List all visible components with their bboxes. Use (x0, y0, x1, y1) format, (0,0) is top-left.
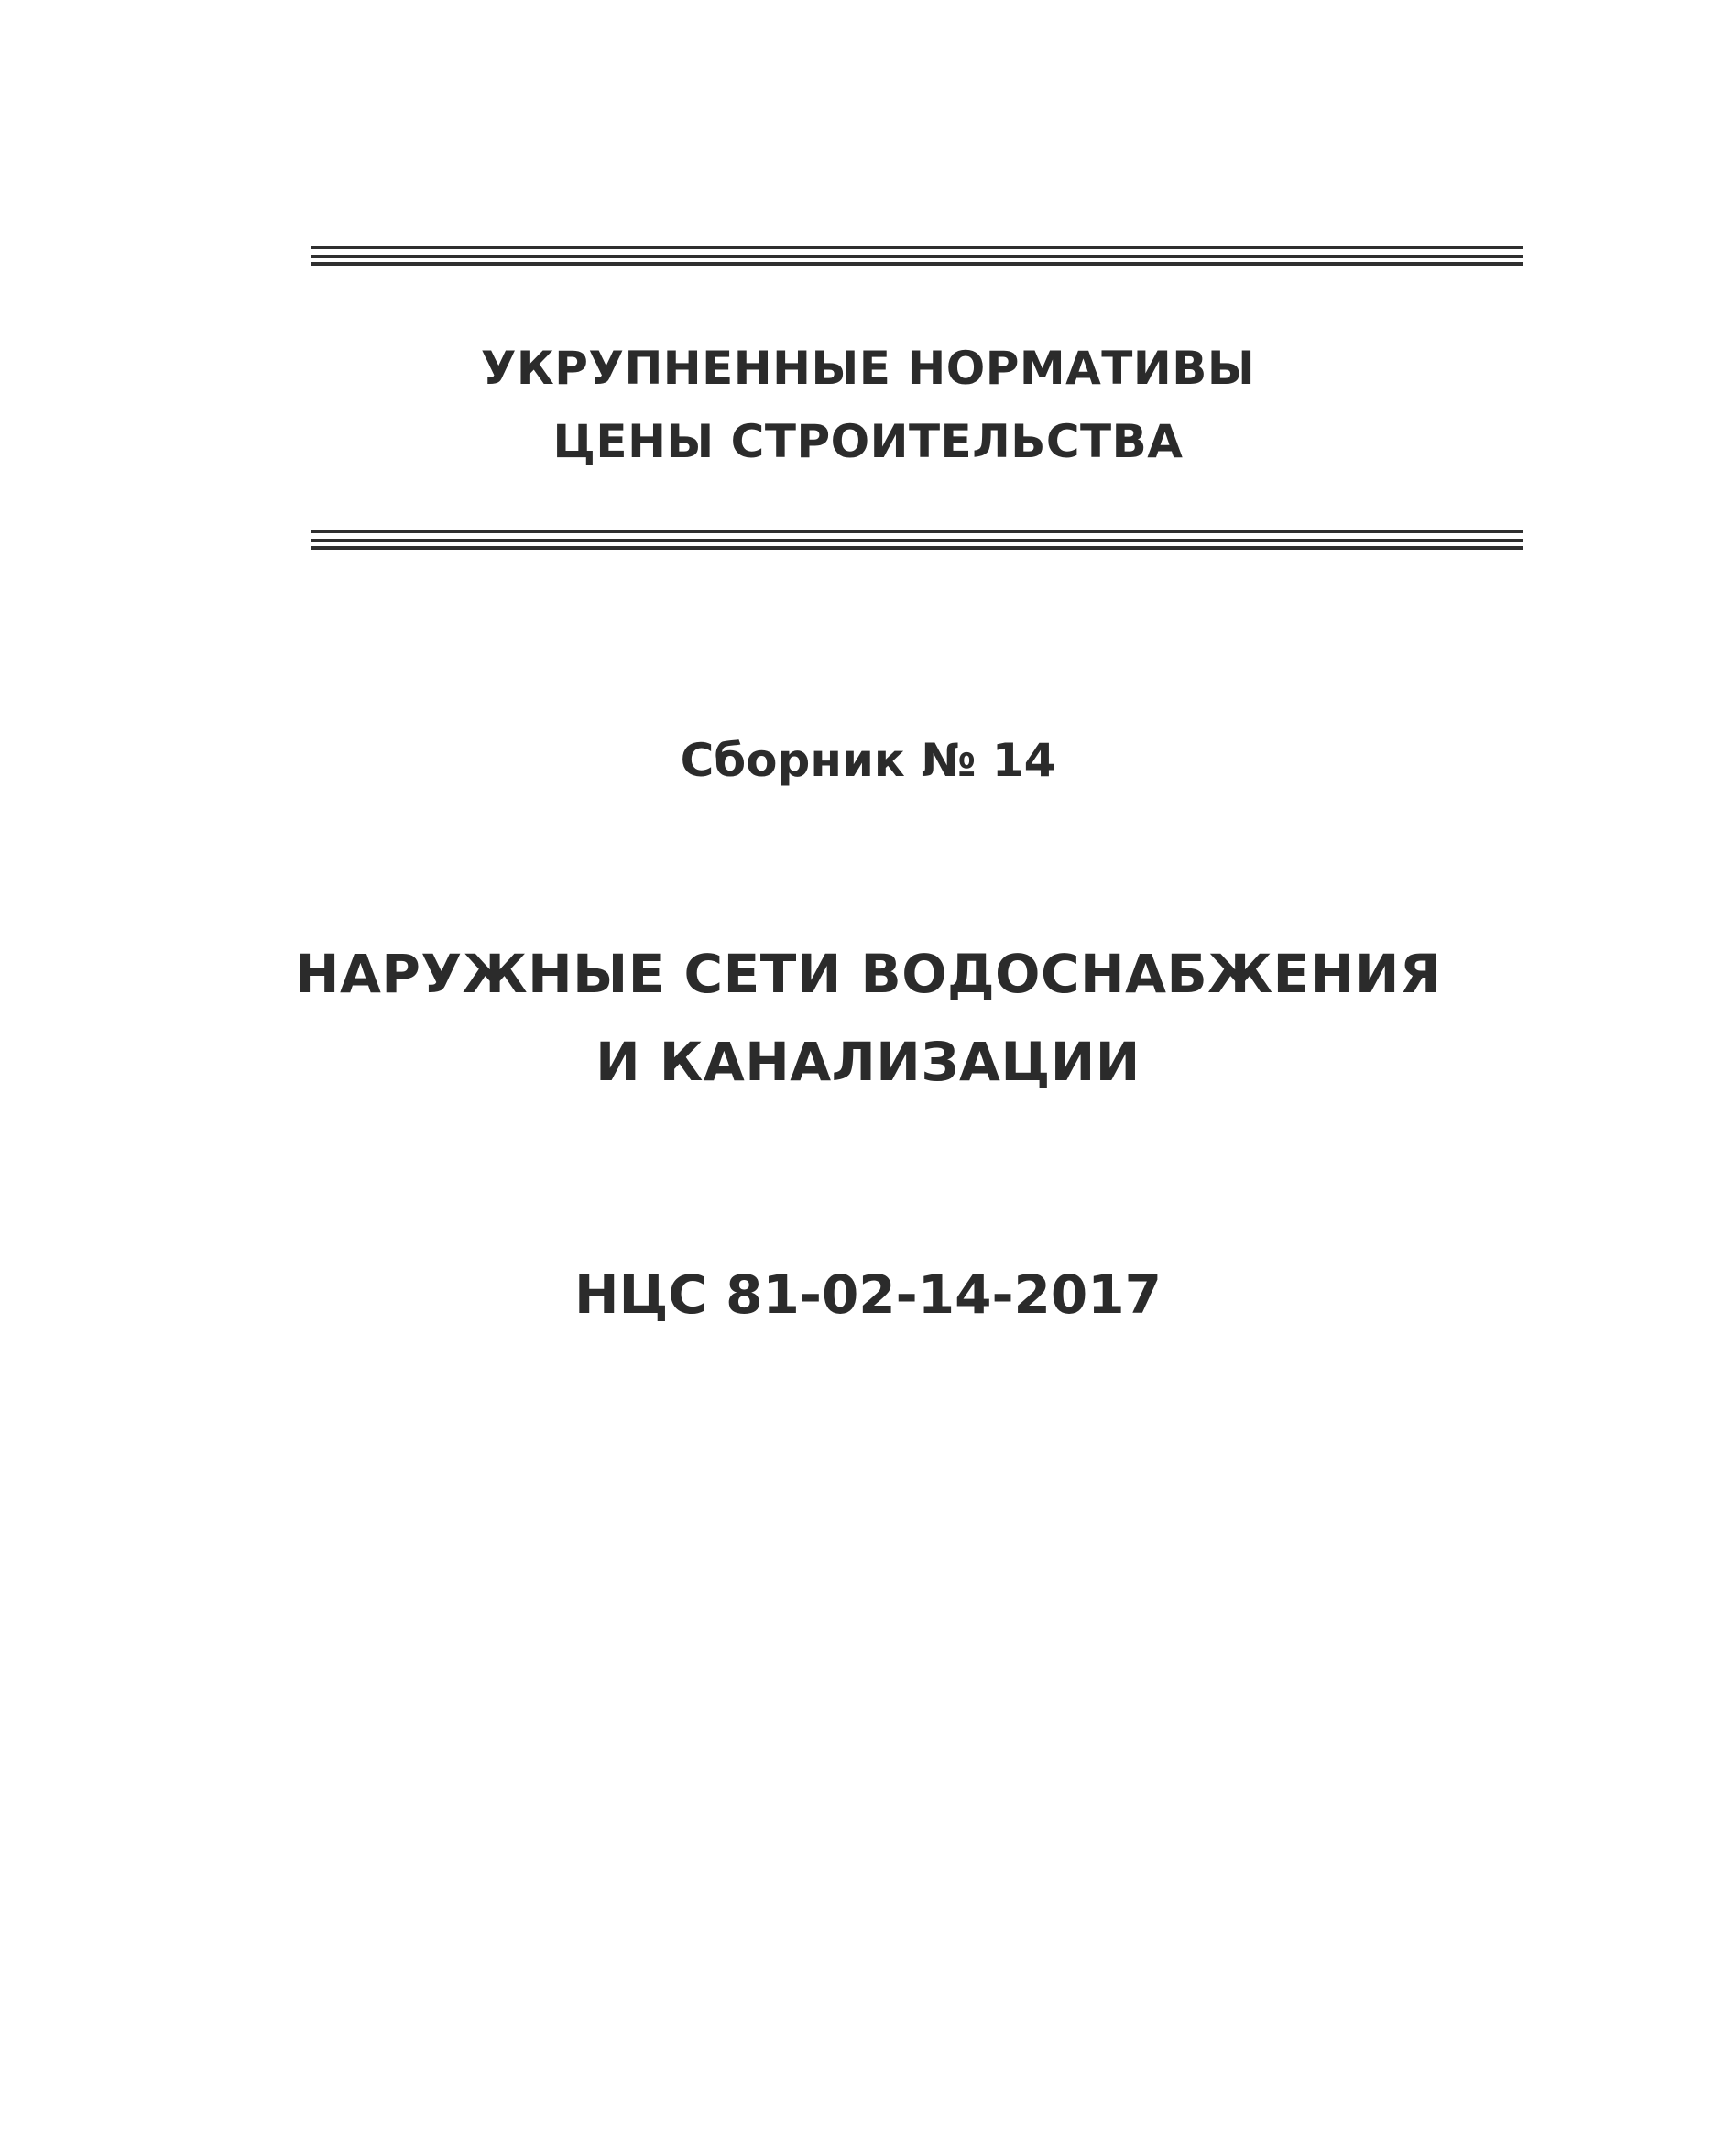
document-title-line-1: НАРУЖНЫЕ СЕТИ ВОДОСНАБЖЕНИЯ (294, 943, 1442, 1005)
top-rule-line (311, 255, 1523, 258)
bottom-rule-line (311, 539, 1523, 542)
document-title (0, 930, 1736, 1106)
series-title-line-2: ЦЕНЫ СТРОИТЕЛЬСТВА (552, 415, 1184, 468)
bottom-rule-line (311, 546, 1523, 550)
top-triple-rule (311, 246, 1523, 268)
document-code: НЦС 81-02-14-2017 (574, 1263, 1162, 1326)
bottom-triple-rule (311, 530, 1523, 552)
bottom-rule-line (311, 530, 1523, 533)
series-title (0, 332, 1736, 478)
document-title-line-2: И КАНАЛИЗАЦИИ (595, 1031, 1141, 1093)
top-rule-line (311, 262, 1523, 266)
collection-number: Сборник № 14 (680, 734, 1056, 787)
series-title-line-1: УКРУПНЕННЫЕ НОРМАТИВЫ (480, 342, 1256, 395)
top-rule-line (311, 246, 1523, 249)
